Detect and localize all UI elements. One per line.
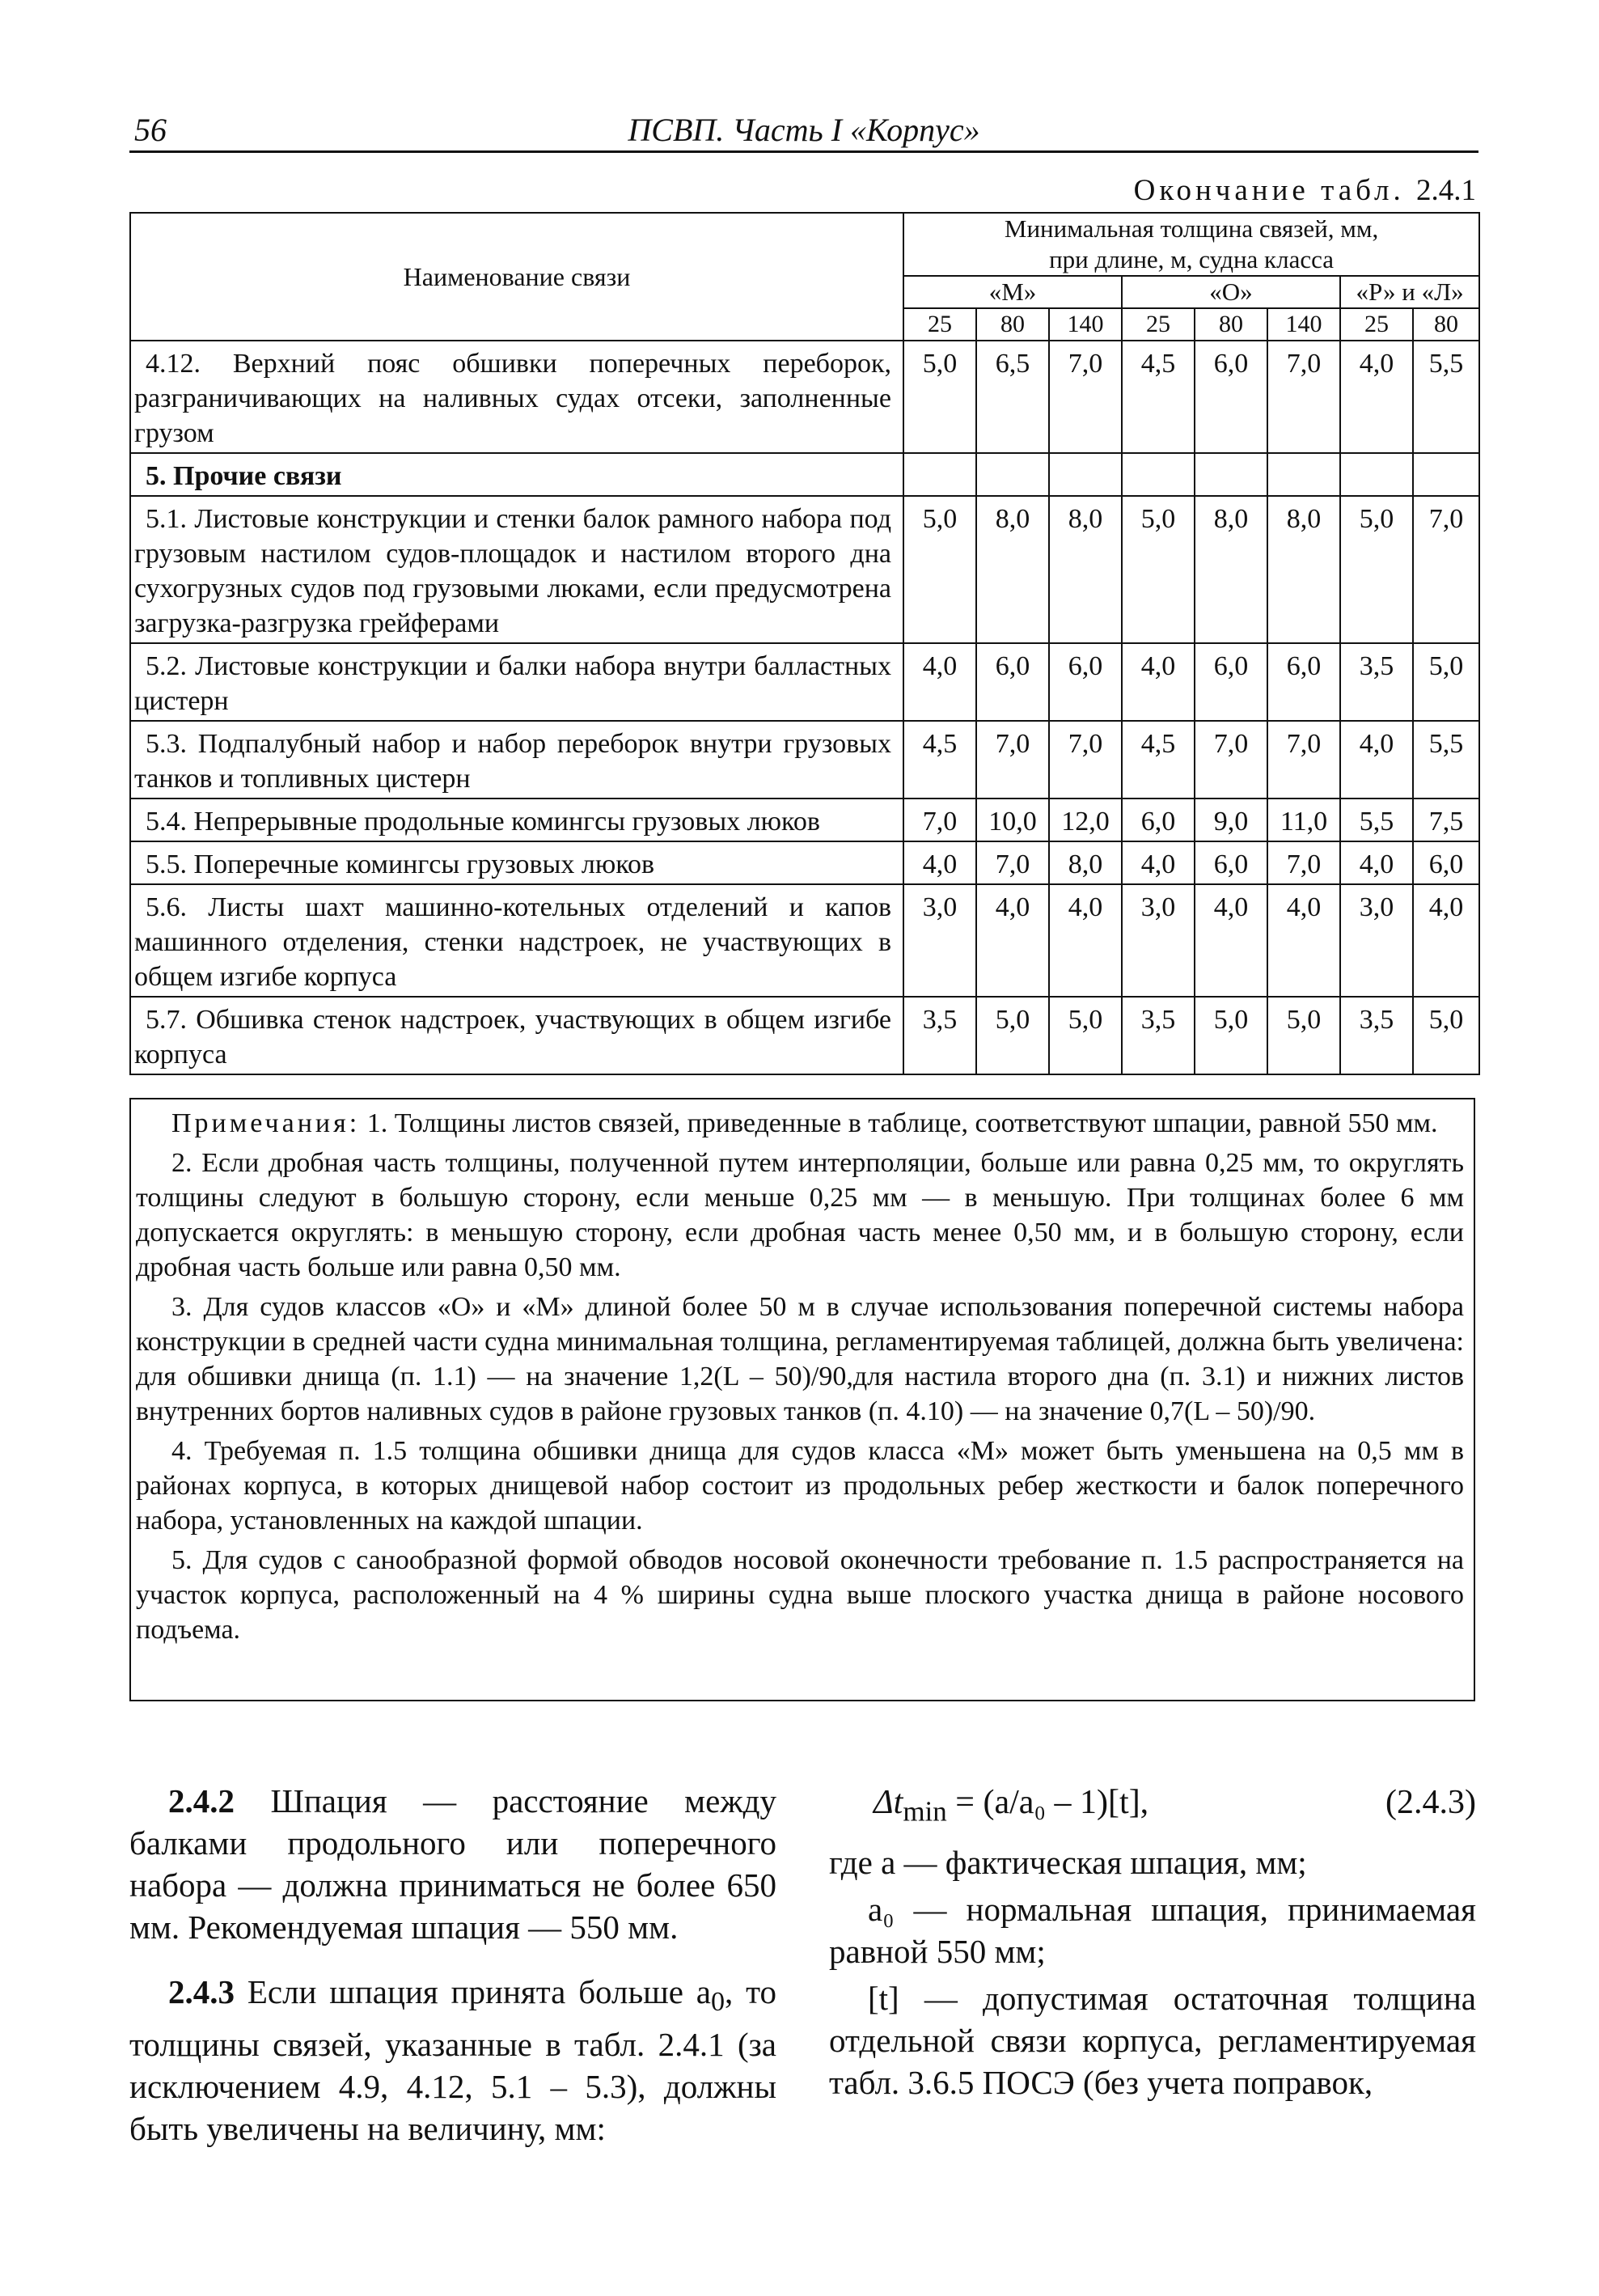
paragraph-2-4-2-text: Шпация — расстояние между балками продольного или поперечного набора — должна приниматься не более 650 мм. Рекомендуемая шпация — 550 мм. bbox=[129, 1782, 777, 1946]
row-value: 7,5 bbox=[1413, 799, 1479, 841]
row-value: 3,0 bbox=[1340, 884, 1413, 997]
row-name: 5.7. Обшивка стенок надстроек, участвующих в общем изгибе корпуса bbox=[130, 997, 903, 1074]
row-value: 5,0 bbox=[1049, 997, 1122, 1074]
row-value bbox=[1267, 453, 1340, 496]
paragraph-2-4-3 bbox=[129, 1971, 776, 2150]
note-3: 3. Для судов классов «О» и «М» длиной более 50 м в случае использования поперечной системы набора конструкции в средней части судна минимальная толщина, регламентируемая таблицей, должна быть увеличена: для обшивки днища (п. 1.1) — на значение 1,2(L – 50)/90,для настила второго дна (п. 3.1) и нижних листов внутренних бортов наливных судов в районе грузовых танков (п. 4.10) — на значение 0,7(L – 50)/90. bbox=[136, 1292, 1464, 1426]
formula-rest: = (a/a₀ – 1)[t], bbox=[946, 1784, 1149, 1821]
row-value: 7,0 bbox=[1267, 721, 1340, 799]
header-class-r-l: «Р» и «Л» bbox=[1340, 276, 1479, 308]
note-5: 5. Для судов с санообразной формой обводов носовой оконечности требование п. 1.5 распространяется на участок корпуса, расположенный на 4 % ширины судна выше плоского участка днища в районе носового подъема. bbox=[136, 1545, 1464, 1645]
row-value bbox=[1413, 453, 1479, 496]
row-value: 4,5 bbox=[1122, 721, 1195, 799]
row-value: 5,0 bbox=[1195, 997, 1267, 1074]
row-value: 5,0 bbox=[903, 496, 976, 643]
header-length: 25 bbox=[903, 308, 976, 341]
row-value: 4,5 bbox=[1122, 341, 1195, 453]
row-value: 5,0 bbox=[1122, 496, 1195, 643]
row-value: 9,0 bbox=[1195, 799, 1267, 841]
row-value: 11,0 bbox=[1267, 799, 1340, 841]
row-value: 6,0 bbox=[976, 643, 1049, 721]
formula-delta-t: Δt bbox=[874, 1784, 903, 1821]
header-length: 25 bbox=[1340, 308, 1413, 341]
row-value: 6,0 bbox=[1049, 643, 1122, 721]
row-value: 7,0 bbox=[1267, 341, 1340, 453]
header-class-m: «М» bbox=[903, 276, 1122, 308]
table-caption bbox=[1134, 173, 1476, 208]
table-row bbox=[130, 341, 1479, 453]
running-header bbox=[129, 112, 1478, 149]
paragraph-2-4-3-number: 2.4.3 bbox=[168, 1973, 235, 2010]
row-value: 8,0 bbox=[1267, 496, 1340, 643]
note-1 bbox=[136, 1106, 1464, 1141]
row-value: 4,0 bbox=[1049, 884, 1122, 997]
formula-number: (2.4.3) bbox=[1385, 1784, 1476, 1821]
row-value: 3,5 bbox=[903, 997, 976, 1074]
header-group-line2: при длине, м, судна класса bbox=[1049, 245, 1335, 273]
notes-label: Примечания: bbox=[171, 1108, 361, 1138]
header-length: 80 bbox=[976, 308, 1049, 341]
row-value bbox=[1049, 453, 1122, 496]
row-name: 5.4. Непрерывные продольные комингсы грузовых люков bbox=[130, 799, 903, 841]
row-value: 4,0 bbox=[1340, 341, 1413, 453]
table-row bbox=[130, 496, 1479, 643]
row-value: 6,0 bbox=[1413, 841, 1479, 884]
row-value: 4,0 bbox=[1267, 884, 1340, 997]
left-column bbox=[129, 1780, 776, 2172]
row-value: 7,0 bbox=[1413, 496, 1479, 643]
row-value: 4,0 bbox=[1122, 841, 1195, 884]
table-caption-number: 2.4.1 bbox=[1416, 174, 1476, 207]
notes-box bbox=[129, 1098, 1475, 1701]
header-length: 140 bbox=[1267, 308, 1340, 341]
row-value bbox=[976, 453, 1049, 496]
note-4: 4. Требуемая п. 1.5 толщина обшивки днища для судов класса «М» может быть уменьшена на 0,5 мм в районах корпуса, в которых днищевой набор состоит из продольных ребер жесткости и балок поперечного набора, установленных на каждой шпации. bbox=[136, 1436, 1464, 1536]
table-row bbox=[130, 453, 1479, 496]
row-value: 7,0 bbox=[1195, 721, 1267, 799]
row-value: 7,0 bbox=[1267, 841, 1340, 884]
row-value: 4,0 bbox=[1340, 721, 1413, 799]
row-value: 8,0 bbox=[976, 496, 1049, 643]
row-value: 8,0 bbox=[1195, 496, 1267, 643]
row-value: 4,0 bbox=[903, 841, 976, 884]
header-name-column: Наименование связи bbox=[130, 213, 903, 341]
row-value: 4,0 bbox=[1413, 884, 1479, 997]
table-row bbox=[130, 997, 1479, 1074]
header-length: 80 bbox=[1413, 308, 1479, 341]
row-value: 4,0 bbox=[976, 884, 1049, 997]
header-group bbox=[903, 213, 1479, 276]
note-1-text: 1. Толщины листов связей, приведенные в таблице, соответствуют шпации, равной 550 мм. bbox=[366, 1108, 1438, 1138]
table-caption-label: Окончание табл. bbox=[1133, 174, 1405, 207]
header-length: 25 bbox=[1122, 308, 1195, 341]
row-value: 6,0 bbox=[1267, 643, 1340, 721]
row-value: 5,5 bbox=[1413, 341, 1479, 453]
header-class-o: «О» bbox=[1122, 276, 1340, 308]
table-row bbox=[130, 643, 1479, 721]
paragraph-2-4-2 bbox=[129, 1780, 776, 1948]
paragraph-2-4-2-number: 2.4.2 bbox=[168, 1782, 235, 1819]
formula-expression bbox=[874, 1781, 1148, 1832]
row-value bbox=[1195, 453, 1267, 496]
row-value: 3,0 bbox=[903, 884, 976, 997]
table-row bbox=[130, 721, 1479, 799]
row-value: 6,0 bbox=[1195, 841, 1267, 884]
running-title: ПСВП. Часть I «Корпус» bbox=[628, 112, 980, 148]
row-value: 7,0 bbox=[976, 721, 1049, 799]
row-value: 5,0 bbox=[1413, 643, 1479, 721]
row-value: 8,0 bbox=[1049, 496, 1122, 643]
row-value: 6,5 bbox=[976, 341, 1049, 453]
row-value: 3,5 bbox=[1340, 997, 1413, 1074]
row-value: 3,0 bbox=[1122, 884, 1195, 997]
table-body bbox=[130, 341, 1479, 1074]
row-value: 6,0 bbox=[1195, 341, 1267, 453]
row-value: 4,0 bbox=[1340, 841, 1413, 884]
row-value: 7,0 bbox=[903, 799, 976, 841]
page-number: 56 bbox=[134, 112, 167, 148]
row-value: 4,0 bbox=[903, 643, 976, 721]
row-name: 4.12. Верхний пояс обшивки поперечных переборок, разграничивающих на наливных судах отсеки, заполненные грузом bbox=[130, 341, 903, 453]
row-name: 5.2. Листовые конструкции и балки набора внутри балластных цистерн bbox=[130, 643, 903, 721]
header-length: 80 bbox=[1195, 308, 1267, 341]
paragraph-2-4-3-text-b: , то толщины связей, указанные в табл. 2.4.1 (за исключением 4.9, 4.12, 5.1 – 5.3), должны быть увеличены на величину, мм: bbox=[129, 1973, 776, 2148]
table-row bbox=[130, 884, 1479, 997]
row-value: 12,0 bbox=[1049, 799, 1122, 841]
row-value bbox=[903, 453, 976, 496]
row-value bbox=[1340, 453, 1413, 496]
row-name: 5. Прочие связи bbox=[130, 453, 903, 496]
note-2: 2. Если дробная часть толщины, полученной путем интерполяции, больше или равна 0,25 мм, то округлять толщины следуют в большую сторону, если меньше 0,25 мм — в меньшую. При толщинах более 6 мм допускается округлять: в меньшую сторону, если дробная часть менее 0,50 мм, и в большую сторону, если дробная часть больше или равна 0,50 мм. bbox=[136, 1148, 1464, 1282]
right-column bbox=[829, 1780, 1476, 2108]
header-rule bbox=[129, 150, 1478, 153]
row-value: 5,0 bbox=[1340, 496, 1413, 643]
row-value: 5,0 bbox=[1267, 997, 1340, 1074]
paragraph-2-4-3-text-a: Если шпация принята больше a bbox=[247, 1973, 711, 2010]
row-value: 10,0 bbox=[976, 799, 1049, 841]
definition-t: [t] — допустимая остаточная толщина отдельной связи корпуса, регламентируемая табл. 3.6.5 ПОСЭ (без учета поправок, bbox=[829, 1980, 1476, 2101]
row-value: 5,5 bbox=[1413, 721, 1479, 799]
row-value: 5,5 bbox=[1340, 799, 1413, 841]
thickness-table bbox=[129, 212, 1480, 1075]
header-group-line1: Минимальная толщина связей, мм, bbox=[1004, 214, 1379, 243]
definition-a: где a — фактическая шпация, мм; bbox=[829, 1844, 1307, 1881]
row-value: 4,5 bbox=[903, 721, 976, 799]
row-value: 8,0 bbox=[1049, 841, 1122, 884]
row-value bbox=[1122, 453, 1195, 496]
formula-2-4-3 bbox=[829, 1780, 1476, 1833]
a0-subscript: 0 bbox=[710, 1987, 725, 2018]
row-value: 6,0 bbox=[1195, 643, 1267, 721]
row-name: 5.6. Листы шахт машинно-котельных отделений и капов машинного отделения, стенки надстроек, не участвующих в общем изгибе корпуса bbox=[130, 884, 903, 997]
row-value: 3,5 bbox=[1340, 643, 1413, 721]
row-value: 5,0 bbox=[976, 997, 1049, 1074]
definition-a0: a₀ — нормальная шпация, принимаемая равной 550 мм; bbox=[829, 1891, 1476, 1970]
table-row bbox=[130, 799, 1479, 841]
row-value: 7,0 bbox=[1049, 721, 1122, 799]
table-row bbox=[130, 841, 1479, 884]
row-value: 4,0 bbox=[1195, 884, 1267, 997]
row-value: 7,0 bbox=[1049, 341, 1122, 453]
row-name: 5.1. Листовые конструкции и стенки балок рамного набора под грузовым настилом судов-площадок и настилом второго дна сухогрузных судов под грузовыми люками, если предусмотрена загрузка-разгрузка грейферами bbox=[130, 496, 903, 643]
row-value: 5,0 bbox=[1413, 997, 1479, 1074]
row-name: 5.5. Поперечные комингсы грузовых люков bbox=[130, 841, 903, 884]
row-value: 6,0 bbox=[1122, 799, 1195, 841]
row-name: 5.3. Подпалубный набор и набор переборок внутри грузовых танков и топливных цистерн bbox=[130, 721, 903, 799]
header-length: 140 bbox=[1049, 308, 1122, 341]
row-value: 3,5 bbox=[1122, 997, 1195, 1074]
row-value: 7,0 bbox=[976, 841, 1049, 884]
row-value: 4,0 bbox=[1122, 643, 1195, 721]
formula-subscript: min bbox=[903, 1795, 947, 1828]
row-value: 5,0 bbox=[903, 341, 976, 453]
